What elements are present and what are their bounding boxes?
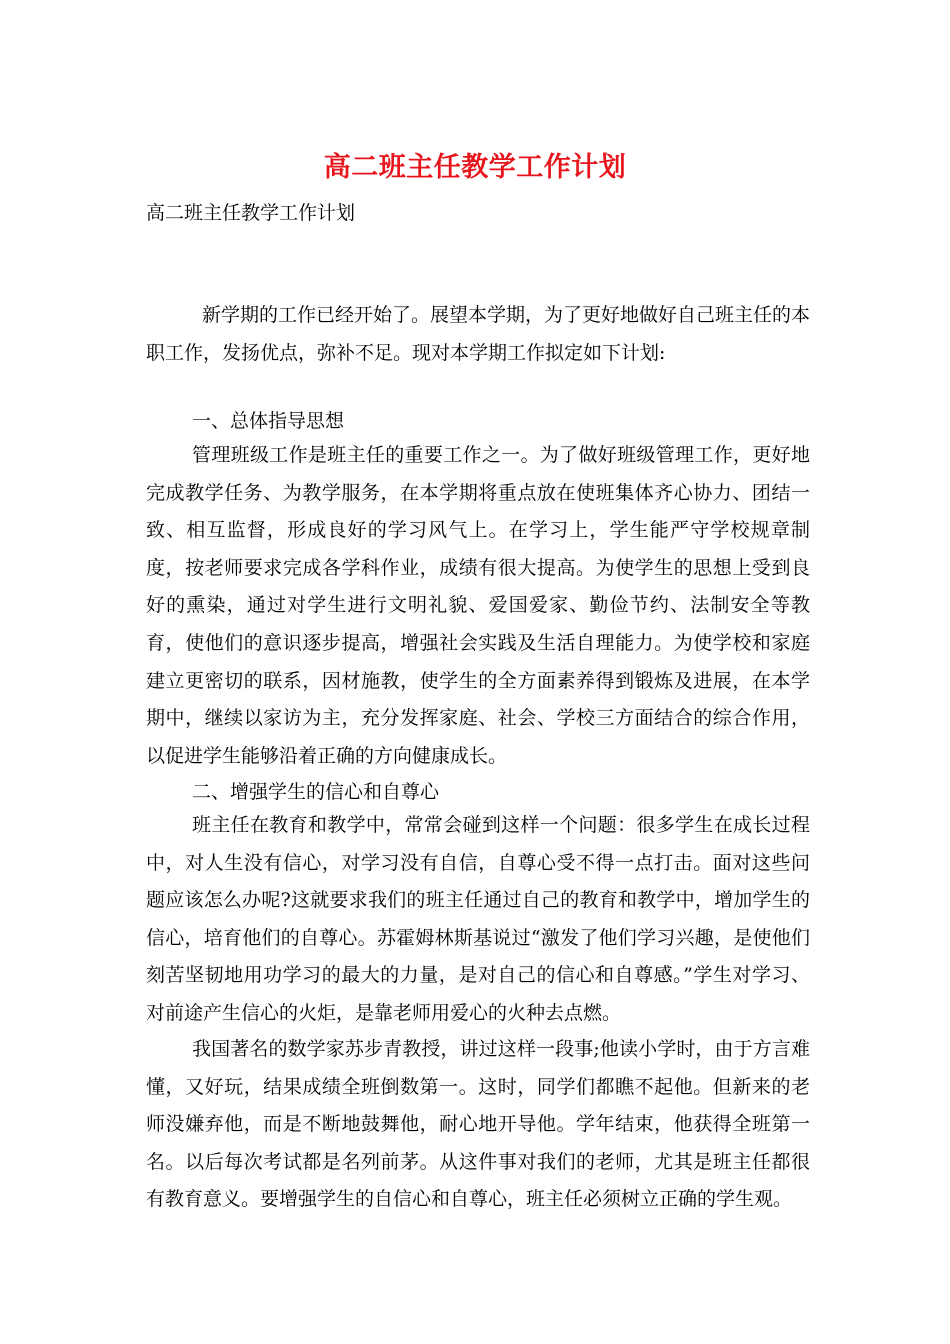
section-1-paragraph: 管理班级工作是班主任的重要工作之一。为了做好班级管理工作，更好地完成教学任务、为教学服务，在本学期将重点放在使班集体齐心协力、团结一致、相互监督，形成良好的学习风气上。在学习上，学生能严守学校规章制度，按老师要求完成各学科作业，成绩有很大提高。为使学生的思想上受到良好的熏染，通过对学生进行文明礼貌、爱国爱家、勤俭节约、法制安全等教育，使他们的意识逐步提高，增强社会实践及生活自理能力。为使学校和家庭建立更密切的联系，因材施教，使学生的全方面素养得到锻炼及进展，在本学期中，继续以家访为主，充分发挥家庭、社会、学校三方面结合的综合作用，以促进学生能够沿着正确的方向健康成长。 [146,444,810,767]
section-2-heading: 二、增强学生的信心和自尊心 [192,781,440,803]
section-2-paragraph-2: 我国著名的数学家苏步青教授，讲过这样一段事;他读小学时，由于方言难懂，又好玩，结果成绩全班倒数第一。这时，同学们都瞧不起他。但新来的老师没嫌弃他，而是不断地鼓舞他，耐心地开导他。学年结束，他获得全班第一名。以后每次考试都是名列前茅。从这件事对我们的老师，尤其是班主任都很有教育意义。要增强学生的自信心和自尊心，班主任必须树立正确的学生观。 [146,1038,810,1211]
document-title: 高二班主任教学工作计划 [323,152,627,183]
section-2-paragraph-1: 班主任在教育和教学中，常常会碰到这样一个问题：很多学生在成长过程中，对人生没有信心，对学习没有自信，自尊心受不得一点打击。面对这些问题应该怎么办呢?这就要求我们的班主任通过自己的教育和教学中，增加学生的信心，培育他们的自尊心。苏霍姆林斯基说过“激发了他们学习兴趣，是使他们刻苦坚韧地用功学习的最大的力量，是对自己的信心和自尊感。”学生对学习、对前途产生信心的火炬，是靠老师用爱心的火种去点燃。 [146,814,810,1024]
intro-paragraph: 新学期的工作已经开始了。展望本学期，为了更好地做好自己班主任的本职工作，发扬优点，弥补不足。现对本学期工作拟定如下计划: [146,304,811,364]
section-1-heading: 一、总体指导思想 [192,410,345,432]
document-subtitle: 高二班主任教学工作计划 [146,202,356,224]
